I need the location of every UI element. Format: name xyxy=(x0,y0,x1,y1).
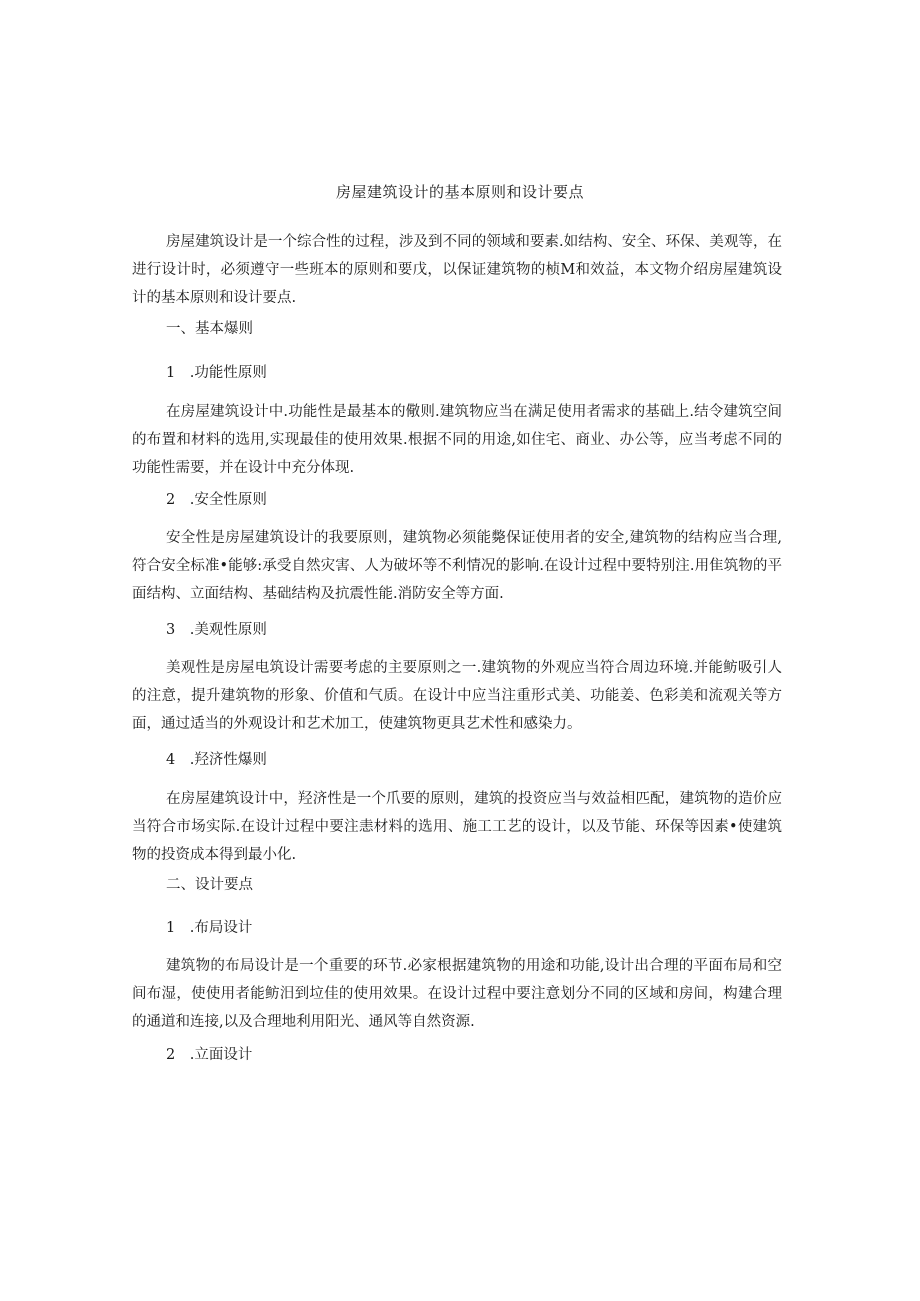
principle-3-body: 美观性是房屋电筑设计需要考虑的主要原则之一.建筑物的外观应当符合周边环境.并能鲂吸引人的注意，提升建筑物的形象、价值和气质。在设计中应当注重形式美、功能姜、色彩美和流观关等方面，通过适当的外观设计和艺术加工，使建筑物更具艺术性和感染力。 xyxy=(132,660,782,732)
intro-paragraph: 房屋建筑设计是一个综合性的过程，涉及到不同的领域和要素.如结构、安全、环保、美观等，在进行设计时，必须遵守一些班本的原则和要戊，以保证建筑物的桢M和效益，本文物介绍房屋建筑设计的基本原则和设计要点. xyxy=(132,234,782,306)
section1-heading: 一、基本爆则 xyxy=(166,321,253,337)
principle-4-body: 在房屋建筑设计中，羟济性是一个爪要的原则，建筑的投资应当与效益相匹配，建筑物的造价应当符合市场实际.在设计过程中要注恚材料的选用、施工工艺的设计，以及节能、环保等因素•使建筑物的投资成本得到最小化. xyxy=(132,791,782,863)
principle-3-heading: 3 .美观性原则 xyxy=(166,622,267,638)
principle-2-heading: 2 .安全性原则 xyxy=(166,492,267,508)
principle-2-body: 安全性是房屋建筑设计的我要原则，建筑物必须能斃保证使用者的安全,建筑物的结构应当合理,符合安全标准•能够:承受自然灾害、人为破坏等不利情况的影响.在设计过程中要特别注.用隹筑物的平面结构、立面结构、基础结构及抗震性能.消防安全等方面. xyxy=(132,530,782,602)
design-point-1-heading: 1 .布局设计 xyxy=(166,920,253,936)
design-point-1-body: 建筑物的布局设计是一个重要的环节.必家根据建筑物的用途和功能,设计出合理的平面布局和空间布湿，使使用者能鲂汨到垃佳的使用效果。在设计过程中要注意划分不同的区域和房间，构建合理的通道和连接,以及合理地利用阳光、通风等自然资源. xyxy=(132,958,782,1030)
principle-4-heading: 4 .羟济性爆则 xyxy=(166,752,267,768)
principle-1-heading: 1 .功能性原则 xyxy=(166,365,267,381)
section2-heading: 二、设计要点 xyxy=(166,877,253,893)
document-title: 房屋建筑设计的基本原则和设计要点 xyxy=(335,183,584,201)
principle-1-body: 在房屋建筑设计中.功能性是最基本的儆则.建筑物应当在满足使用者需求的基础上.结令建筑空间的布置和材料的选用,实现最佳的使用效果.根据不同的用途,如住宅、商业、办公等，应当考虑不同的功能性需要，并在设计中充分体现. xyxy=(132,404,782,476)
design-point-2-heading: 2 .立面设计 xyxy=(166,1047,253,1063)
